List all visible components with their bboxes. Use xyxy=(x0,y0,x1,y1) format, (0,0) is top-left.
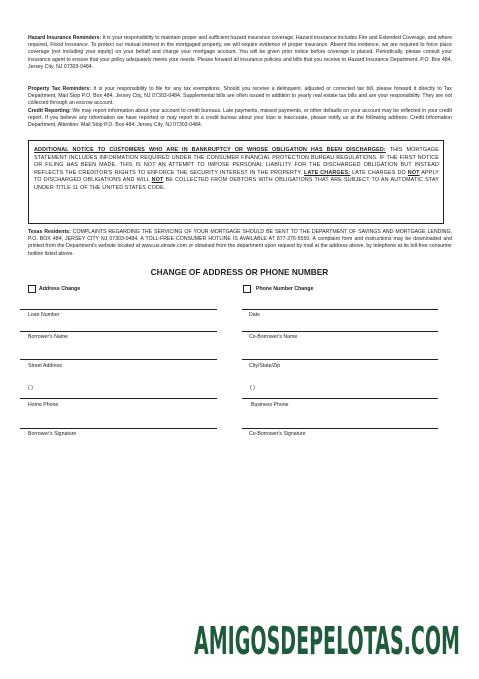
loan-number-field[interactable] xyxy=(20,309,217,310)
credit-heading: Credit Reporting: xyxy=(28,108,71,114)
street-address-field[interactable] xyxy=(20,359,217,360)
coborrower-signature-field[interactable] xyxy=(242,428,438,429)
credit-reporting-paragraph xyxy=(28,108,452,130)
borrower-name-field[interactable] xyxy=(20,331,217,332)
notice-heading: ADDITIONAL NOTICE TO CUSTOMERS WHO ARE IN BANKRUPTCY OR WHOSE OBLIGATION HAS BEEN DISCHARGED: xyxy=(34,147,386,153)
hazard-insurance-paragraph xyxy=(28,35,452,71)
borrower-signature-label: Borrower's Signature xyxy=(28,431,77,437)
hazard-text: It is your responsibility to maintain proper and sufficient hazard insurance coverage. Hazard insurance includes Fire and Extended Coverage, and where required, Flood Insurance. To protect our mutual interest in the mortgaged property, we will require evidence of proper insurance. Absent this evidence, we are required to force place coverage (not including your equity) on your behalf and charge your mortgage account. You will be given prior notice before coverage is placed. Periodically, please consult your insurance agent to ensure that your policy adequately meets your needs. Please forward all insurance policies and bills that you receive to Hazard Insurance Department, P.O. Box 484, Jersey City, NJ 07303-0484. xyxy=(28,35,452,70)
property-tax-paragraph xyxy=(28,86,452,108)
date-label: Date xyxy=(249,312,260,318)
property-tax-heading: Property Tax Reminders: xyxy=(28,86,92,92)
bankruptcy-notice-text: ADDITIONAL NOTICE TO CUSTOMERS WHO ARE IN BANKRUPTCY OR WHOSE OBLIGATION HAS BEEN DISCHARGED: THIS MORTGAGE STATEMENT INCLUDES INFORMATION REQUIRED UNDER THE CONSUMER FINANCIAL PROTECTION BUREAU REGULATIONS. IF THE FIRST NOTICE OR FILING HAS BEEN MADE, THIS IS NOT AN ATTEMPT TO IMPOSE PERSONAL LIABILITY FOR THE DISCHARGED OBLIGATION BUT INSTEAD REFLECTS THE CREDITOR'S RIGHTS TO ENFORCE THE SECURITY INTEREST IN THE PROPERTY. LATE CHARGES: LATE CHARGES DO NOT APPLY TO DISCHARGED OBLIGATIONS AND WILL NOT BE COLLECTED FROM DEBTORS WITH OBLIGATIONS THAT ARE SUBJECT TO AN AUTOMATIC STAY UNDER TITLE 11 OF THE UNITED STATES CODE. xyxy=(34,147,439,191)
address-change-label: Address Change xyxy=(39,286,81,292)
texas-heading: Texas Residents: xyxy=(28,229,71,235)
property-tax-text: It is your responsibility to file for any tax exemptions. Should you receive a delinquent, adjusted or corrected tax bill, please forward it directly to Tax Department, Mail Stop P.O. Box 484, Jersey City, NJ 07303-0484. Supplemental bills are often issued in addition to yearly real estate tax bills and are your responsibility. They are not collected through an escrow account. xyxy=(28,86,452,107)
home-phone-label: Home Phone xyxy=(28,402,59,408)
date-field[interactable] xyxy=(242,309,438,310)
site-watermark-logo xyxy=(192,618,462,664)
texas-residents-paragraph xyxy=(28,229,452,258)
coborrower-name-label: Co-Borrower's Name xyxy=(249,334,298,340)
credit-text: We may report information about your account to credit bureaus. Late payments, missed payments, or other defaults on your account may be reflected in your credit report. If you believe any information we have reported or may report to a credit bureau about your loan is inaccurate, please notify us at the following address: Credit Information Department, Attention: Mail Stop P.O. Box 484, Jersey City, NJ 07303-0484. xyxy=(28,108,452,129)
street-address-label: Street Address xyxy=(28,363,63,369)
coborrower-name-field[interactable] xyxy=(242,331,438,332)
form-title: CHANGE OF ADDRESS OR PHONE NUMBER xyxy=(150,267,329,277)
coborrower-signature-label: Co-Borrower's Signature xyxy=(249,431,306,437)
address-change-checkbox[interactable] xyxy=(28,285,36,293)
home-phone-area-code: ( ) xyxy=(28,385,33,391)
business-phone-label: Business Phone xyxy=(251,402,289,408)
business-phone-field[interactable] xyxy=(242,398,438,399)
city-state-zip-field[interactable] xyxy=(242,359,438,360)
texas-text: COMPLAINTS REGARDING THE SERVICING OF YOUR MORTGAGE SHOULD BE SENT TO THE DEPARTMENT OF SAVINGS AND MORTGAGE LENDING, P.O. BOX 484, JERSEY CITY NJ 07303-0484. A TOLL-FREE CONSUMER HOTLINE IS AVAILABLE AT 877-276-5550. A complaint form and instructions may be downloaded and printed from the Department's website located at www.us.etrade.com or obtained from the department upon request by mail at the address above, by telephone at its toll-free consumer hotline listed above. xyxy=(28,229,452,257)
hazard-heading: Hazard Insurance Reminders: xyxy=(28,35,102,41)
borrower-name-label: Borrower's Name xyxy=(28,334,68,340)
business-phone-area-code: ( ) xyxy=(250,385,255,391)
phone-change-checkbox[interactable] xyxy=(243,285,251,293)
watermark-text: AMIGOSDEPELOTAS.COM xyxy=(194,619,460,663)
bankruptcy-notice-box xyxy=(28,140,444,224)
phone-change-label: Phone Number Change xyxy=(256,286,314,292)
borrower-signature-field[interactable] xyxy=(20,428,217,429)
city-state-zip-label: City/State/Zip xyxy=(249,363,281,369)
home-phone-field[interactable] xyxy=(20,398,217,399)
late-charges-label: LATE CHARGES: xyxy=(304,169,351,176)
loan-number-label: Loan Number xyxy=(28,312,60,318)
